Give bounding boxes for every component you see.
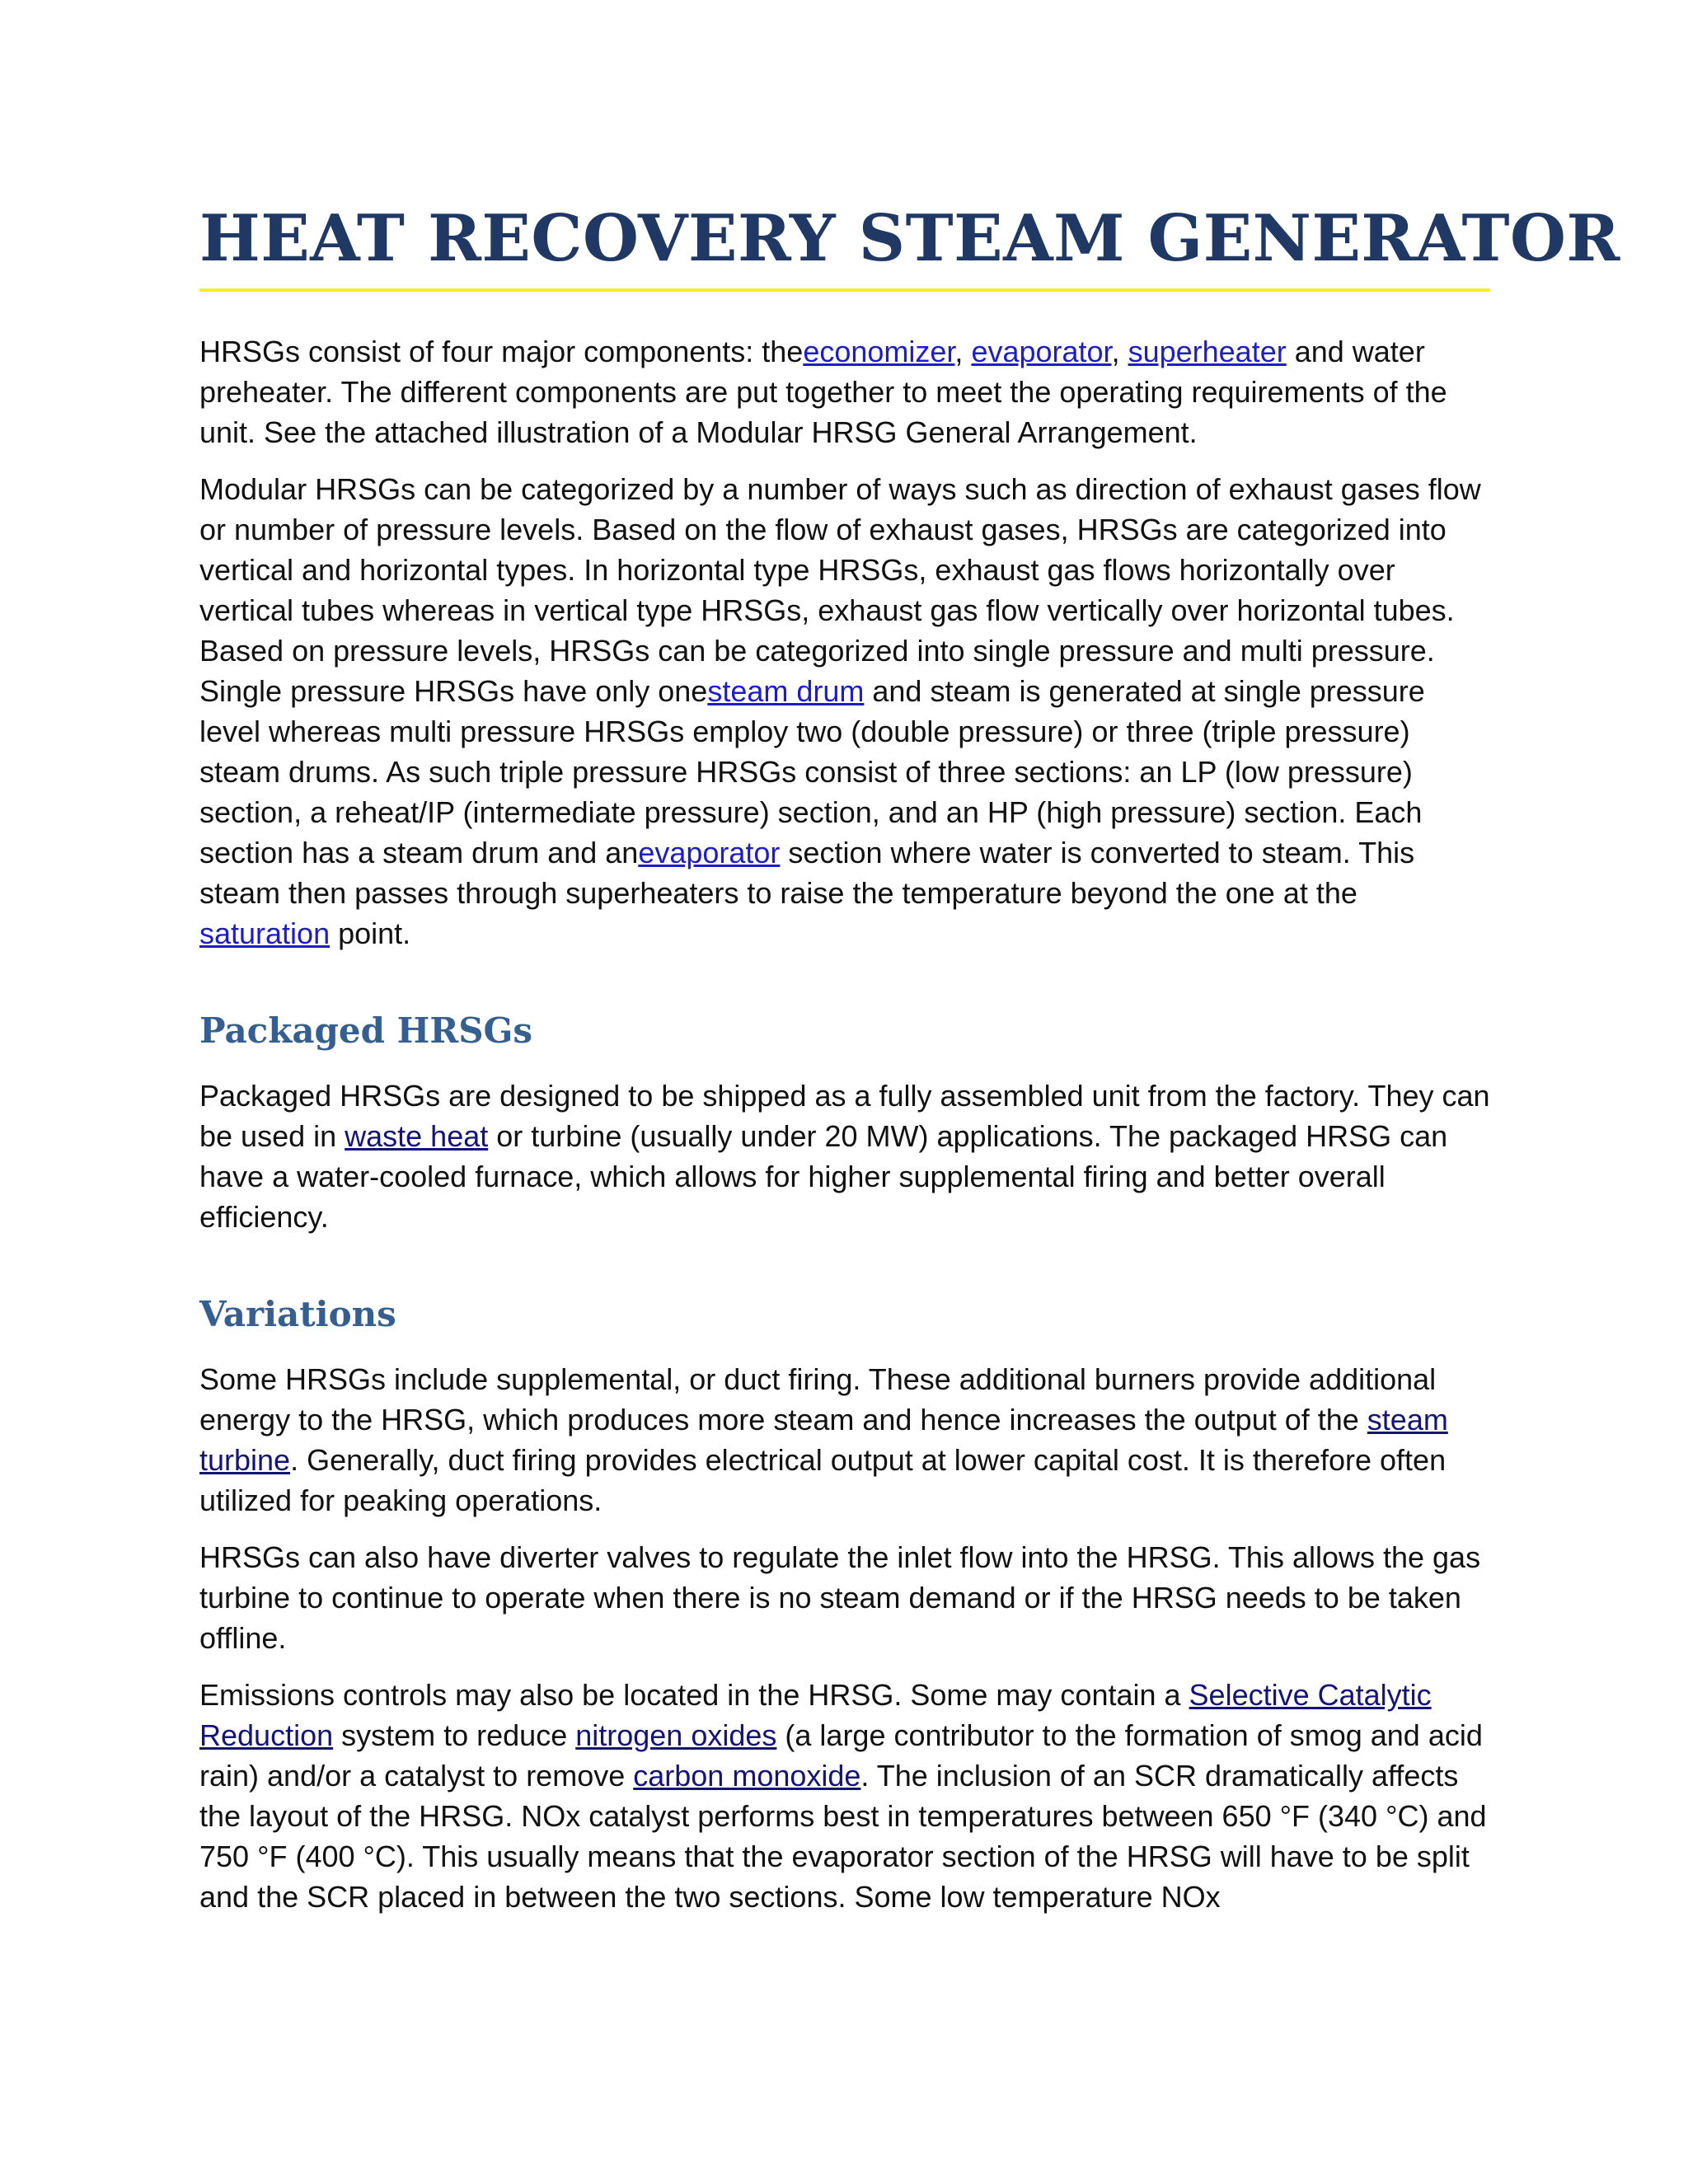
text-span: Emissions controls may also be located in the HRSG. Some may contain a: [199, 1678, 1189, 1712]
text-span: Modular HRSGs can be categorized by a number of ways such as direction of exhaust gases flow or number of pressure levels. Based on the flow of exhaust gases, HRSGs are categorized into vertical and horizontal types. In horizontal type HRSGs, exhaust gas flows horizontally over vertical tubes whereas in vertical type HRSGs, exhaust gas flow vertically over horizontal tubes. Based on pressure levels, HRSGs can be categorized into single pressure and multi pressure. Single pressure HRSGs have only one: [199, 472, 1481, 708]
text-span: and steam is generated at single pressure level whereas multi pressure HRSGs employ two (double pressure) or three (triple pressure) steam drums. As such triple pressure HRSGs consist of three sections: an LP (low pressure) section, a reheat/IP (intermediate pressure) section, and an HP (high pressure) section. Each section has a steam drum and an: [199, 674, 1425, 869]
paragraph-components: [199, 331, 1492, 452]
link-evaporator-2[interactable]: evaporator: [638, 836, 781, 869]
link-saturation[interactable]: saturation: [199, 916, 331, 950]
text-span: ,: [1111, 335, 1128, 368]
text-span: point.: [330, 916, 411, 950]
text-span: Some HRSGs include supplemental, or duct firing. These additional burners provide additional energy to the HRSG, which produces more steam and hence increases the output of the: [199, 1362, 1437, 1436]
paragraph-diverter-valves: [199, 1537, 1492, 1658]
section-heading-variations: Variations: [199, 1294, 396, 1334]
link-waste-heat[interactable]: waste heat: [345, 1119, 489, 1153]
paragraph-modular-hrsgs: [199, 469, 1492, 954]
text-span: and water preheater. The different components are put together to meet the operating requirements of the unit. See the attached illustration of a Modular HRSG General Arrangement.: [199, 335, 1447, 449]
paragraph-packaged: [199, 1076, 1492, 1237]
link-selective-catalytic-reduction[interactable]: Selective Catalytic Reduction: [199, 1678, 1432, 1752]
text-span: (a large contributor to the formation of smog and acid rain) and/or a catalyst to remove: [199, 1718, 1483, 1793]
text-span: HRSGs consist of four major components: the: [199, 335, 804, 368]
link-evaporator[interactable]: evaporator: [971, 335, 1112, 368]
link-economizer[interactable]: economizer: [803, 335, 955, 368]
text-span: or turbine (usually under 20 MW) applications. The packaged HRSG can have a water-cooled furnace, which allows for higher supplemental firing and better overall efficiency.: [199, 1119, 1448, 1234]
section-heading-packaged: Packaged HRSGs: [199, 1010, 533, 1051]
text-span: . The inclusion of an SCR dramatically affects the layout of the HRSG. NOx catalyst performs best in temperatures between 650 °F (340 °C) and 750 °F (400 °C). This usually means that the evaporator section of the HRSG will have to be split and the SCR placed in between the two sections. Some low temperature NOx: [199, 1759, 1487, 1914]
document-title: HEAT RECOVERY STEAM GENERATOR: [199, 201, 1620, 276]
text-span: Packaged HRSGs are designed to be shipped as a fully assembled unit from the factory. They can be used in: [199, 1079, 1490, 1153]
link-superheater[interactable]: superheater: [1128, 335, 1287, 368]
text-span: ,: [954, 335, 972, 368]
text-span: section where water is converted to steam. This steam then passes through superheaters to raise the temperature beyond the one at the: [199, 836, 1415, 910]
paragraph-emissions: [199, 1675, 1492, 1917]
document-body: [199, 198, 1620, 1933]
link-steam-turbine[interactable]: steam turbine: [199, 1403, 1448, 1477]
text-span: system to reduce: [333, 1718, 576, 1752]
paragraph-duct-firing: [199, 1359, 1492, 1521]
link-nitrogen-oxides[interactable]: nitrogen oxides: [575, 1718, 777, 1752]
title-underline-rule: [199, 288, 1490, 292]
link-steam-drum[interactable]: steam drum: [707, 674, 865, 708]
text-span: HRSGs can also have diverter valves to regulate the inlet flow into the HRSG. This allows the gas turbine to continue to operate when there is no steam demand or if the HRSG needs to be taken offline.: [199, 1540, 1481, 1655]
text-span: . Generally, duct firing provides electrical output at lower capital cost. It is therefore often utilized for peaking operations.: [199, 1443, 1447, 1517]
link-carbon-monoxide[interactable]: carbon monoxide: [633, 1759, 861, 1793]
